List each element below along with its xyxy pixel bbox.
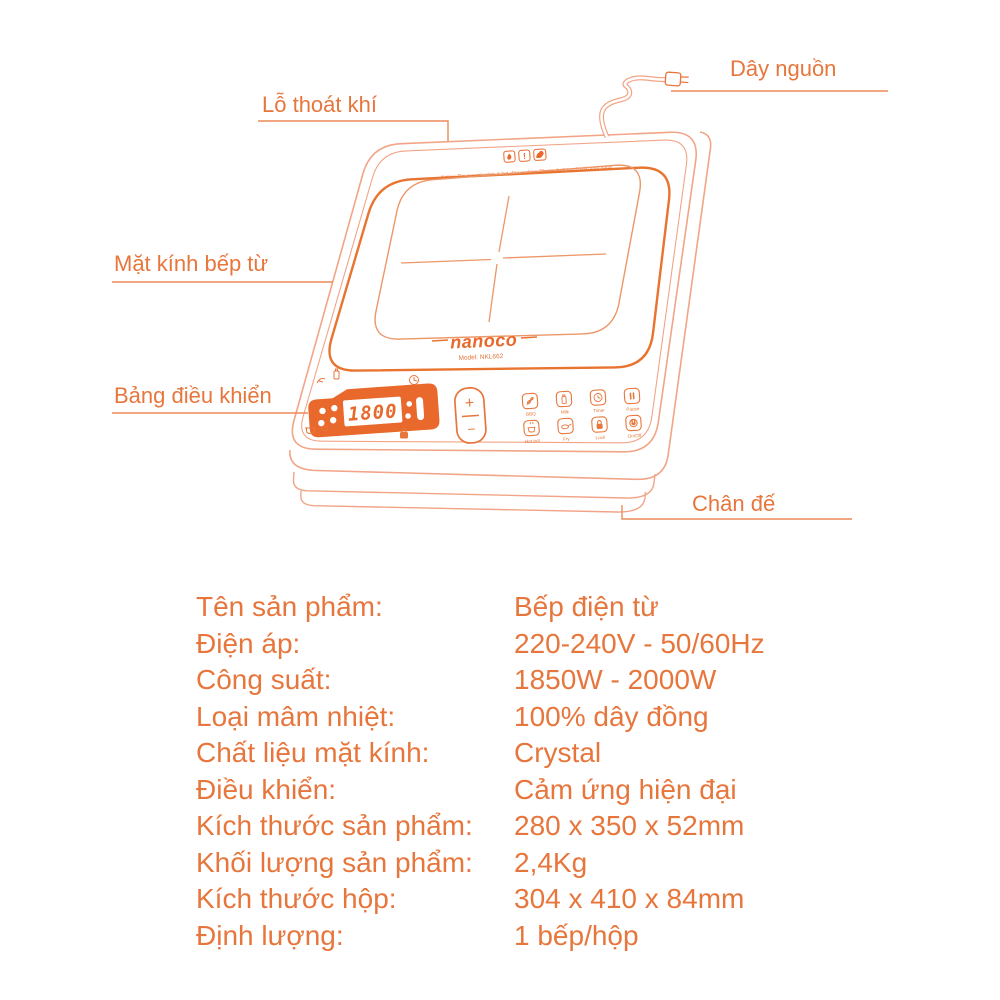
spec-row-power xyxy=(196,662,765,699)
spec-label: Kích thước hộp: xyxy=(196,883,397,914)
plus-minus-rocker xyxy=(454,387,487,444)
spec-row-product-name xyxy=(196,589,765,626)
button-hot-pot xyxy=(523,420,540,444)
spec-list xyxy=(196,589,765,954)
svg-text:!: ! xyxy=(522,150,527,162)
spec-label: Khối lượng sản phẩm: xyxy=(196,846,473,878)
spec-value: 304 x 410 x 84mm xyxy=(514,883,745,914)
power-cord-outer xyxy=(601,78,666,137)
spec-value: 220-240V - 50/60Hz xyxy=(514,627,765,659)
leader-air-vent xyxy=(258,121,448,141)
spec-label: Điện áp: xyxy=(196,627,301,659)
power-cord-inner xyxy=(601,78,666,137)
spec-row-weight xyxy=(196,845,765,882)
button-pause xyxy=(624,388,641,412)
logo-dash-right xyxy=(521,337,537,338)
callout-air-vent: Lỗ thoát khí xyxy=(262,92,377,117)
callout-control-panel: Bảng điều khiển xyxy=(114,383,272,408)
spec-row-heating-plate xyxy=(196,699,765,736)
button-label: Hot pot xyxy=(524,437,540,444)
spec-label: Kích thước sản phẩm: xyxy=(196,810,473,841)
spec-value: 1850W - 2000W xyxy=(514,664,717,695)
callout-power-cord: Dây nguồn xyxy=(730,56,837,81)
spec-value: 100% dây đồng xyxy=(514,700,709,732)
brand-logo: nanoco xyxy=(449,329,518,353)
button-label: Timer xyxy=(592,407,605,414)
model-label: Model: NKL662 xyxy=(458,353,504,362)
spec-row-product-size xyxy=(196,808,765,845)
spec-value: 2,4Kg xyxy=(514,846,588,878)
spec-label: Tên sản phẩm: xyxy=(196,591,383,622)
notice-text: Notice: The ceramic plate is hot after cooking. Please don't touch with your hand! xyxy=(441,165,613,181)
callout-glass-surface: Mặt kính bếp từ xyxy=(114,251,269,276)
spec-value: Crystal xyxy=(514,737,602,768)
logo-dash-left xyxy=(432,340,448,341)
spec-row-voltage xyxy=(196,626,765,663)
spec-label: Chất liệu mặt kính: xyxy=(196,737,430,768)
spec-row-control xyxy=(196,772,765,809)
spec-row-glass-material xyxy=(196,735,765,772)
button-label: Fry xyxy=(562,436,570,442)
base-band-top xyxy=(293,472,655,498)
spec-label: Công suất: xyxy=(196,664,332,695)
spec-label: Loại mâm nhiệt: xyxy=(196,700,396,732)
button-label: Pause xyxy=(626,406,640,412)
button-label: BBQ xyxy=(525,411,536,417)
button-timer xyxy=(590,389,607,413)
minus-button: − xyxy=(466,420,476,438)
spec-value: Cảm ứng hiện đại xyxy=(514,773,737,805)
spec-row-box-size xyxy=(196,881,765,918)
spec-label: Định lượng: xyxy=(196,919,344,951)
button-label: Lock xyxy=(595,434,606,441)
spec-value: Bếp điện từ xyxy=(514,591,659,622)
button-label: Milk xyxy=(560,409,570,415)
button-on-off xyxy=(625,415,642,439)
power-plug-icon xyxy=(665,72,689,87)
spec-value: 1 bếp/hộp xyxy=(514,919,639,951)
spec-value: 280 x 350 x 52mm xyxy=(514,810,745,841)
button-label: On/Off xyxy=(627,433,642,439)
spec-row-quantity xyxy=(196,918,765,955)
plus-button: + xyxy=(464,394,475,413)
spec-label: Điều khiển: xyxy=(196,773,337,805)
callout-base: Chân đế xyxy=(692,491,776,516)
display-value: 1800 xyxy=(347,400,399,426)
